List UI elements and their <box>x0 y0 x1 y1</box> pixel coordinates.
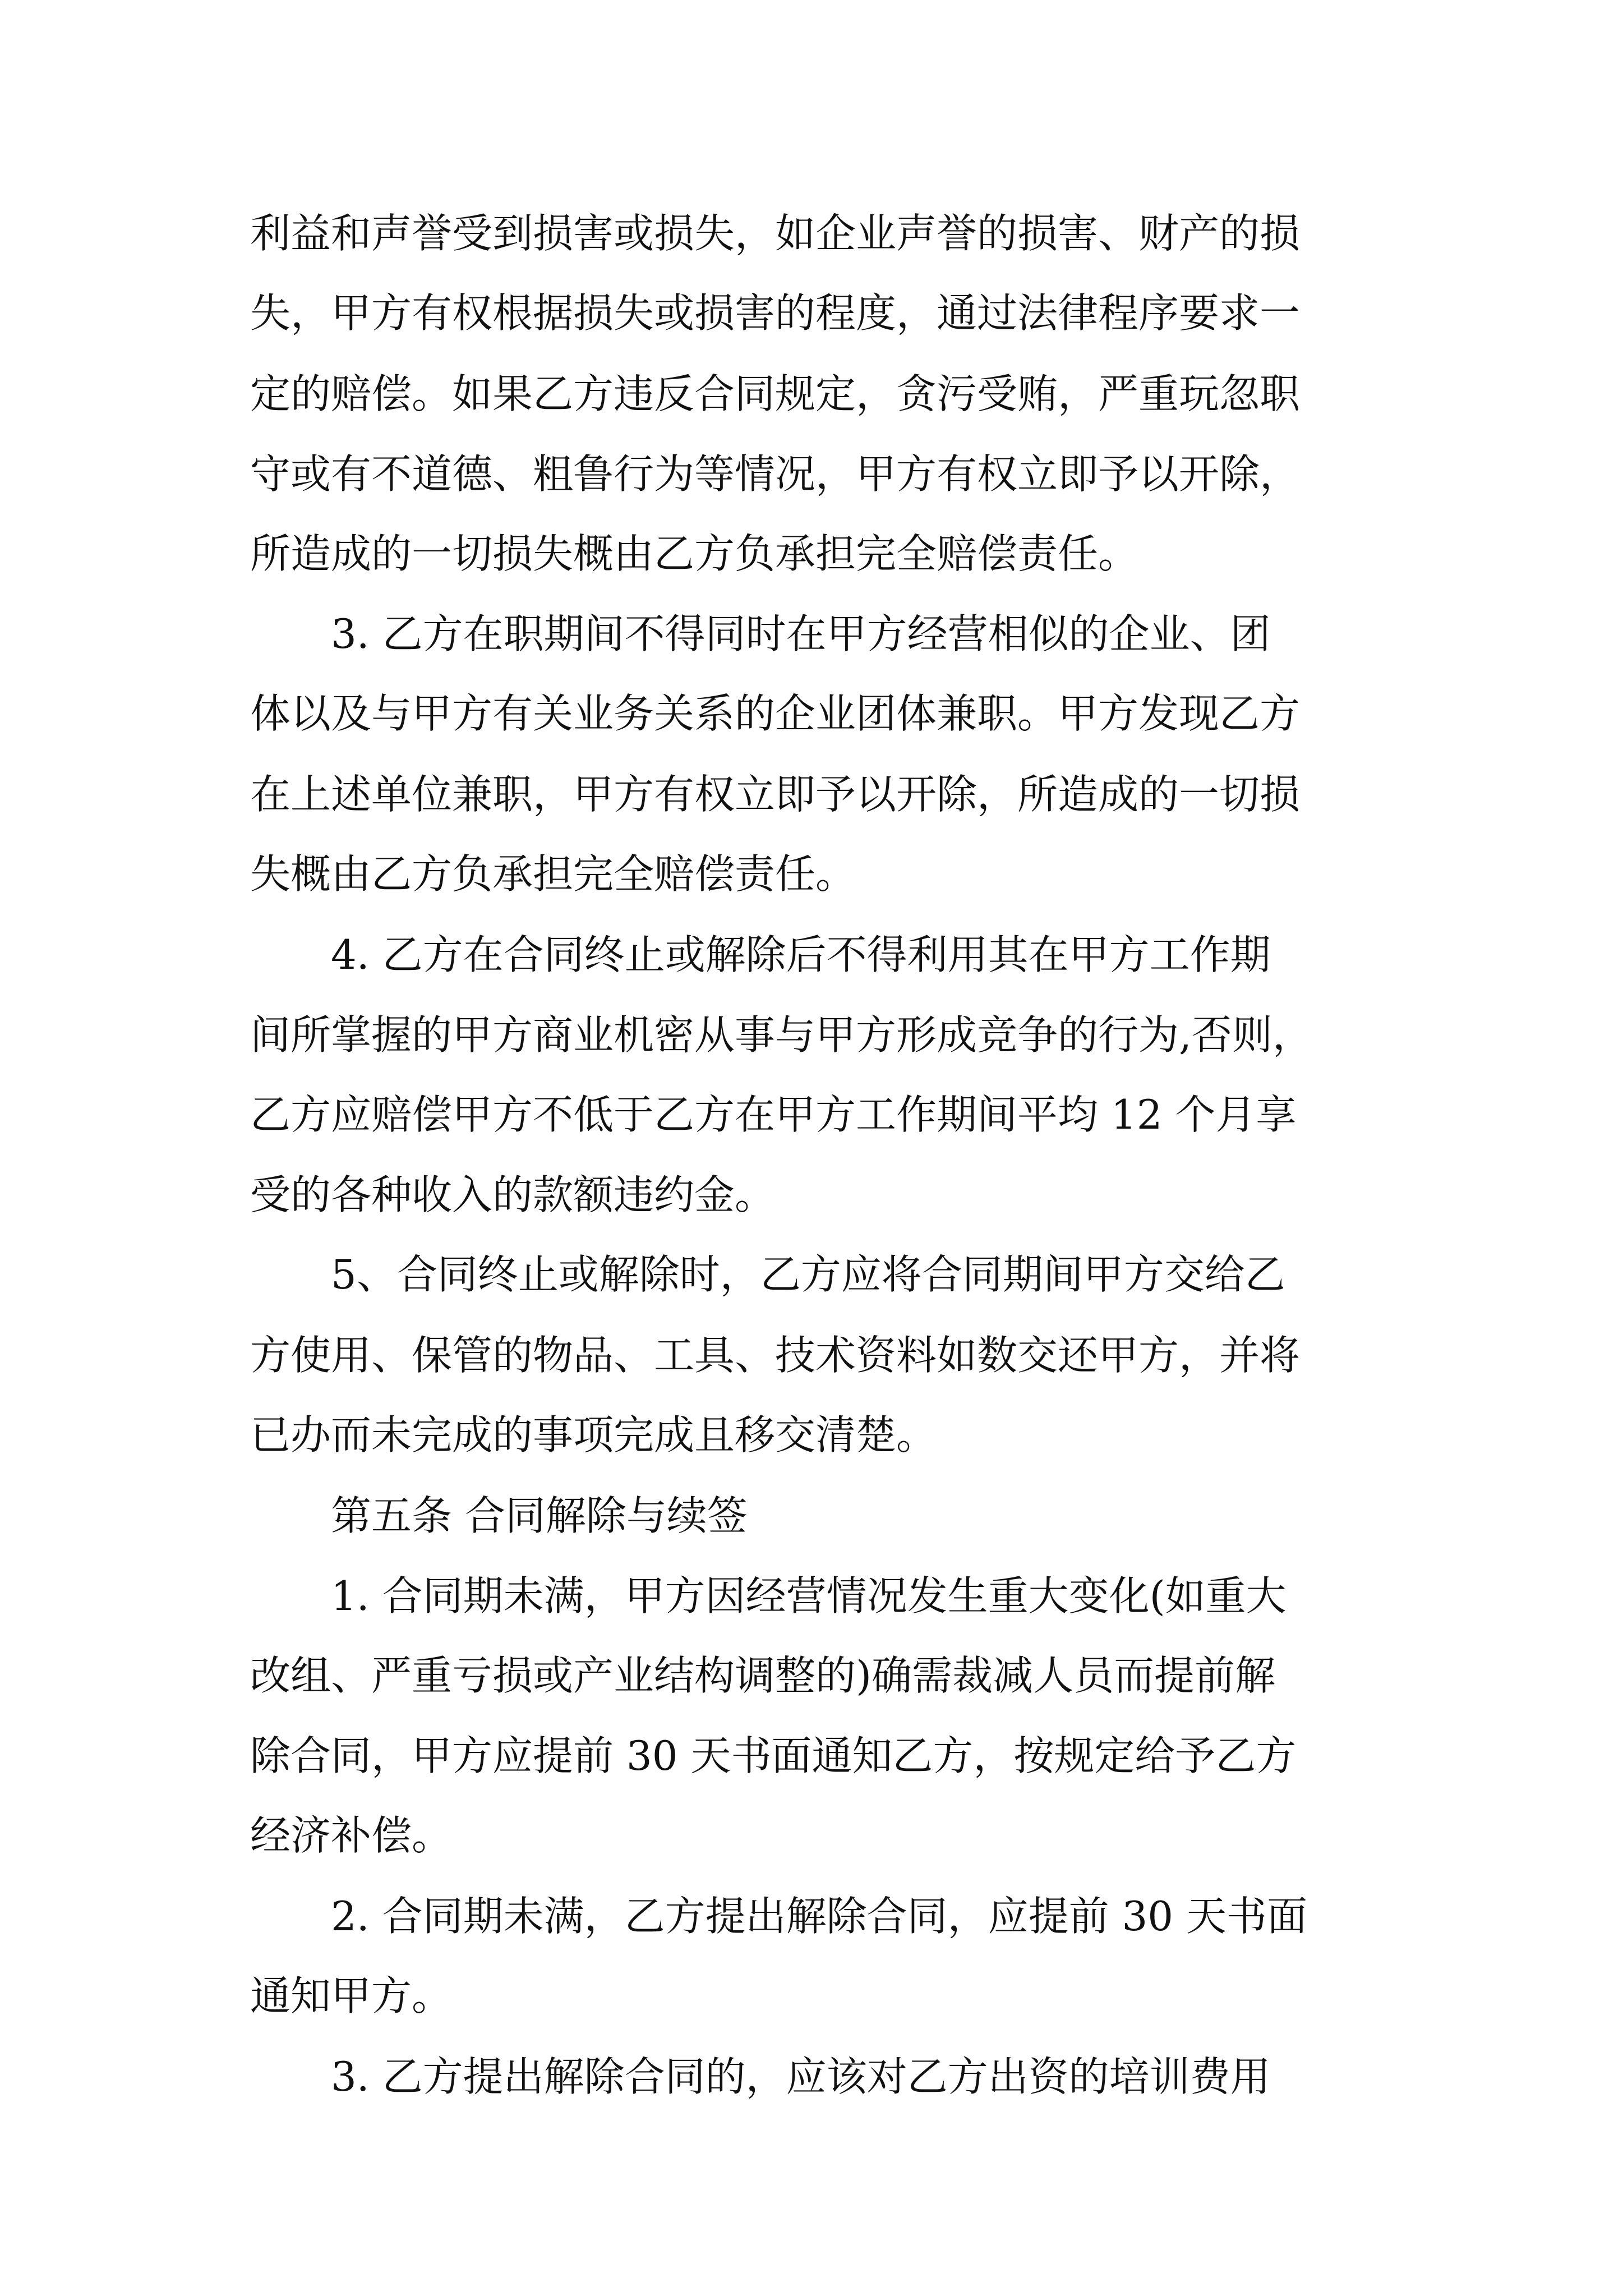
text-line: 改组、严重亏损或产业结构调整的)确需裁减人员而提前解 <box>250 1652 1276 1699</box>
paragraph-first-line: 3. 乙方提出解除合同的，应该对乙方出资的培训费用 <box>331 2053 1271 2100</box>
text-line: 在上述单位兼职，甲方有权立即予以开除，所造成的一切损 <box>250 771 1301 818</box>
text-line: 失，甲方有权根据损失或损害的程度，通过法律程序要求一 <box>250 289 1301 337</box>
section-heading: 第五条 合同解除与续签 <box>331 1492 748 1539</box>
text-line: 定的赔偿。如果乙方违反合同规定，贪污受贿，严重玩忽职 <box>250 370 1301 417</box>
text-line: 经济补偿。 <box>250 1812 453 1859</box>
text-line: 间所掌握的甲方商业机密从事与甲方形成竞争的行为,否则， <box>250 1011 1313 1059</box>
text-line: 守或有不道德、粗鲁行为等情况，甲方有权立即予以开除， <box>250 450 1301 498</box>
text-line: 除合同，甲方应提前 30 天书面通知乙方，按规定给予乙方 <box>250 1732 1297 1779</box>
paragraph-first-line: 5、合同终止或解除时，乙方应将合同期间甲方交给乙 <box>331 1251 1285 1298</box>
text-line: 失概由乙方负承担完全赔偿责任。 <box>250 850 856 898</box>
paragraph-first-line: 4. 乙方在合同终止或解除后不得利用其在甲方工作期 <box>331 931 1271 978</box>
text-line: 所造成的一切损失概由乙方负承担完全赔偿责任。 <box>250 530 1139 577</box>
paragraph-first-line: 3. 乙方在职期间不得同时在甲方经营相似的企业、团 <box>331 610 1271 657</box>
paragraph-first-line: 1. 合同期未满，甲方因经营情况发生重大变化(如重大 <box>331 1572 1287 1619</box>
text-line: 通知甲方。 <box>250 1972 453 2019</box>
text-line: 利益和声誉受到损害或损失，如企业声誉的损害、财产的损 <box>250 210 1301 257</box>
text-line: 乙方应赔偿甲方不低于乙方在甲方工作期间平均 12 个月享 <box>250 1091 1297 1138</box>
text-line: 体以及与甲方有关业务关系的企业团体兼职。甲方发现乙方 <box>250 690 1301 737</box>
text-line: 方使用、保管的物品、工具、技术资料如数交还甲方，并将 <box>250 1332 1301 1379</box>
text-line: 已办而未完成的事项完成且移交清楚。 <box>250 1411 937 1458</box>
paragraph-first-line: 2. 合同期未满，乙方提出解除合同，应提前 30 天书面 <box>331 1893 1307 1940</box>
text-line: 受的各种收入的款额违约金。 <box>250 1171 776 1218</box>
